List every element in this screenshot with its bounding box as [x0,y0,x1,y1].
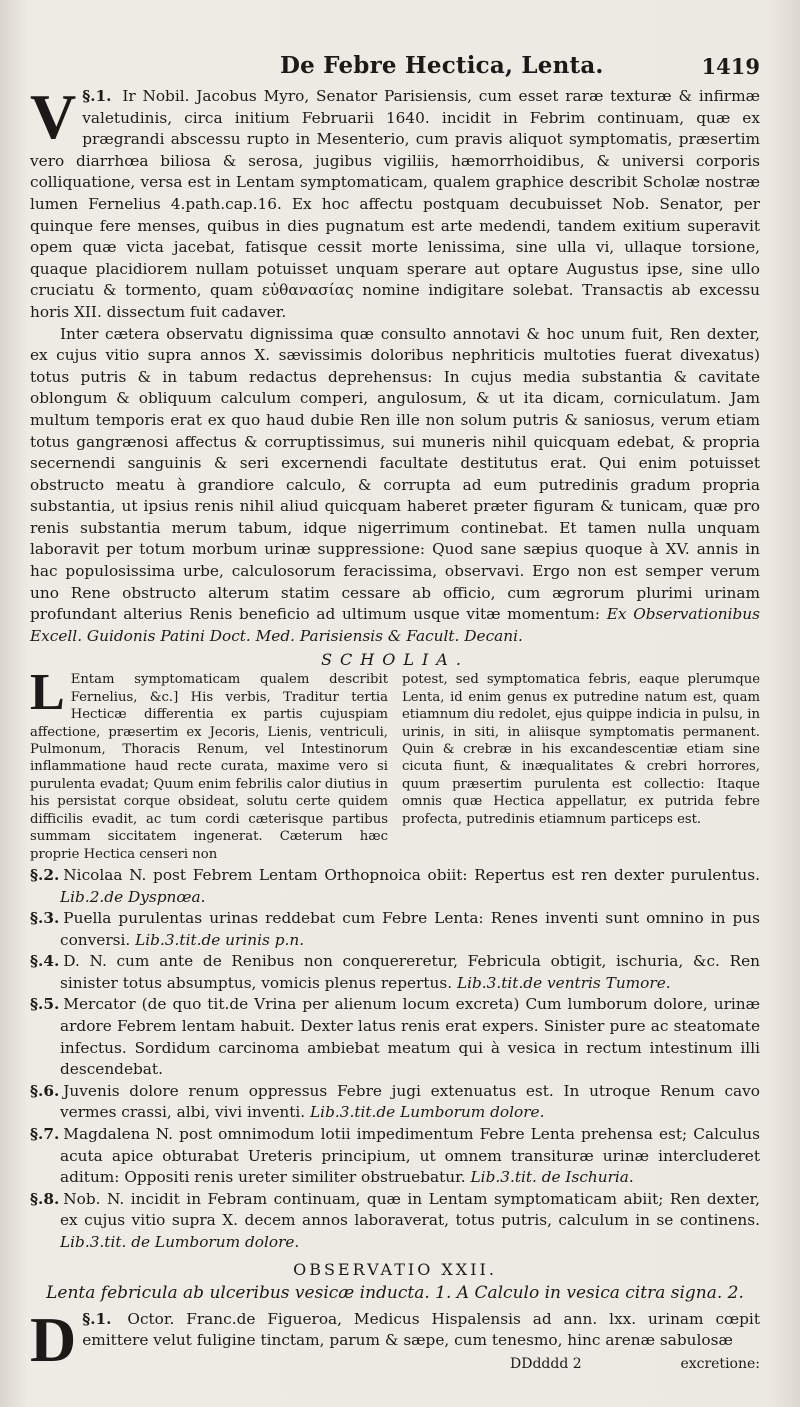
case-reference: Lib.3.tit. de Lumborum dolore. [60,1233,300,1251]
case-text: D. N. cum ante de Renibus non conquereretur, Febricula obtigit, ischuria, &c. Ren sinister totus absumptus, vomicis plenus repertus. [60,952,760,992]
observation-paragraph-1 [30,81,760,324]
case-reference: Lib.3.tit.de urinis p.n. [135,930,305,949]
case-paragraph [30,951,760,994]
observation-section [30,81,760,647]
scholia-right-column [402,671,760,862]
catchword: excretione: [680,1355,760,1372]
section-mark: §.2. [30,865,60,884]
scholia-left-column [30,664,388,862]
drop-cap: D [30,1303,77,1375]
drop-cap: L [30,664,65,722]
section-mark: §.6. [30,1081,60,1100]
case-text: Nicolaa N. post Febrem Lentam Orthopnoica obiit: Repertus est ren dexter purulentus. [63,865,760,884]
section-mark: §.5. [30,995,60,1014]
page-footer [30,1356,760,1372]
case-reference: Lib.3.tit. de Ischuria. [470,1168,634,1187]
case-reference: Lib.2.de Dyspnœa. [60,887,206,906]
signature-mark: DDdddd 2 [510,1355,582,1372]
section-mark: §.4. [30,952,60,971]
observation-paragraph-2 [30,324,760,648]
case-list [30,865,760,1254]
paragraph-text: Ir Nobil. Jacobus Myro, Senator Parisiensis, cum esset raræ texturæ & infirmæ valetudinis, circa initium Februarii 1640. incidit in Febrim continuam, quæ ex prægrandi abscessu rupto in Mesenterio, cum pravis aliquot symptomatis, præsertim vero diarrhœa biliosa & serosa, jugibus vigiliis, hæmorrhoidibus, & universi corporis colliquatione, versa est in Lentam symptomaticam, qualem graphice describit Scholæ nostræ lumen Fernelius 4.path.cap.16. Ex hoc affectu postquam decubuisset Nob. Senator, per quinque fere menses, quibus in dies pugnatum est arte medendi, tandem exitium superavit opem quæ victa jacebat, fatisque cessit morte lenissima, sine ulla vi, ullaque torsione, quaque placidiorem nullam potuisset unquam sperare aut optare Augustus ipse, sine ullo cruciatu & tormento, quam εὐθανασίας nomine indigitare solebat. Transactis ab excessu horis XII. dissectum fuit cadaver. [30,87,760,321]
case-text: Nob. N. incidit in Febram continuam, quæ in Lentam symptomaticam abiit; Ren dexter, ex cujus vitio supra X. decem annos laboraverat, totus putris, calculum in se continens. [60,1189,760,1230]
scholia-right-text: potest, sed symptomatica febris, eaque plerumque Lenta, id enim genus ex putredine natum est, quam etiamnum diu redolet, ejus quippe indicia in pulsu, in urinis, in siti, in aliisque symptomatis permanent. Quin & crebræ in his excandescentiæ etiam sine cicuta fiunt, & inæqualitates & crebri horrores, quum præsertim purulenta est collectio: Itaque omnis quæ Hectica appellatur, ex putrida febre profecta, putredinis etiamnum particeps est. [402,672,760,827]
case-text: Juvenis dolore renum oppressus Febre jugi extenuatus est. In utroque Renum cavo vermes crassi, albi, vivi inventi. [60,1081,760,1122]
running-head [30,52,760,86]
section-mark: §.8. [30,1189,60,1208]
section-mark: §.1. [82,87,112,105]
section-mark: §.3. [30,909,60,928]
case-paragraph [30,1081,760,1124]
observation-heading: OBSERVATIO XXII. [293,1259,497,1279]
case-paragraph [30,1124,760,1189]
case-paragraph [30,1189,760,1254]
page-number: 1419 [701,54,760,79]
section-mark: §.1. [82,1309,112,1328]
scholia-heading: SCHOLIA. [321,650,469,670]
case-paragraph [30,865,760,908]
source-citation: Ex Observationibus Excell. Guidonis Patini Doct. Med. Parisiensis & Facult. Decani. [30,605,760,645]
case-text: Mercator (de quo tit.de Vrina per alienum locum excreta) Cum lumborum dolore, urinæ ardore Febrem lentam habuit. Dexter latus renis erat expers. Sinister pure ac steatomate infectus. Sordidum carcinoma ambiebat meatum qui à vesica in rectum intestinum illi descendebat. [60,995,760,1079]
paragraph-text: Inter cætera observatu dignissima quæ consulto annotavi & hoc unum fuit, Ren dexter, ex cujus vitio supra annos X. sævissimis doloribus nephriticis multoties fuerat divexatus) totus putris & in tabum redactus deprehensus: In cujus media substantia & cavitate oblongum & obliquum calculum comperi, angulosum, & ut ita dicam, corniculatum. Jam multum temporis erat ex quo haud dubie Ren ille non solum putris & saniosus, verum etiam totus gangrænosi affectus & corruptissimus, sui muneris nihil quicquam edebat, & propria secernendi sanguinis & seri excernendi facultate destitutus erat. Qui enim potuisset obstructo meatu à grandiore calculo, & corrupta ad eum putredinis gradum propria substantia, ut ipsius renis nihil aliud quicquam haberet præter figuram & tunicam, quæ pro renis substantia merum tabum, idque nigerrimum continebat. Et tamen nulla unquam laboravit per totum morbum urinæ suppressione: Quod sane sæpius quoque à XV. annis in hac populosissima urbe, calculosorum feracissima, observavi. Ergo non est semper verum uno Rene obstructo alterum statim cessare ab officio, cum ægrorum plurimi urinam profundant alterius Renis beneficio ad ultimum usque vitæ momentum: [30,324,760,624]
case-paragraph [30,994,760,1080]
case-paragraph [30,908,760,951]
section-mark: §.7. [30,1125,60,1144]
drop-cap: V [30,81,77,152]
scholia-left-text: Entam symptomaticam qualem describit Fernelius, &c.] His verbis, Traditur tertia Hecticæ differentia ex partis cujuspiam affectione, præsertim ex Jecoris, Lienis, ventriculi, Pulmonum, Thoracis Renum, vel Intestinorum inflammatione haud recte curata, maxime vero si purulenta evadat; Quum enim febrilis calor diutius in his persistat corque obsideat, solutu certe quidem difficilis evadit, ac tum cordi cæterisque partibus summam siccitatem ingenerat. Cæterum hæc proprie Hectica censeri non [30,672,388,862]
paragraph-text: Octor. Franc.de Figueroa, Medicus Hispalensis ad ann. lxx. urinam cœpit emittere velut fuligine tinctam, parum & sæpe, cum tenesmo, hinc arenæ sabulosæ [82,1309,760,1350]
running-title: De Febre Hectica, Lenta. [280,52,604,79]
case-text: Puella purulentas urinas reddebat cum Febre Lenta: Renes inventi sunt omnino in pus conversi. [60,909,760,949]
case-reference: Lib.3.tit.de Lumborum dolore. [310,1103,545,1122]
scholia-columns [30,664,760,862]
case-text: Magdalena N. post omnimodum lotii impedimentum Febre Lenta prehensa est; Calculus acuta apice obturabat Ureteris principium, ut omnem transituræ urinæ intercluderet aditum: Oppositi renis ureter similiter obstruebatur. [60,1125,760,1187]
case-reference: Lib.3.tit.de ventris Tumore. [456,973,671,992]
observation-subtitle: Lenta febricula ab ulceribus vesicæ inducta. 1. A Calculo in vesica citra signa. 2. [46,1282,744,1303]
